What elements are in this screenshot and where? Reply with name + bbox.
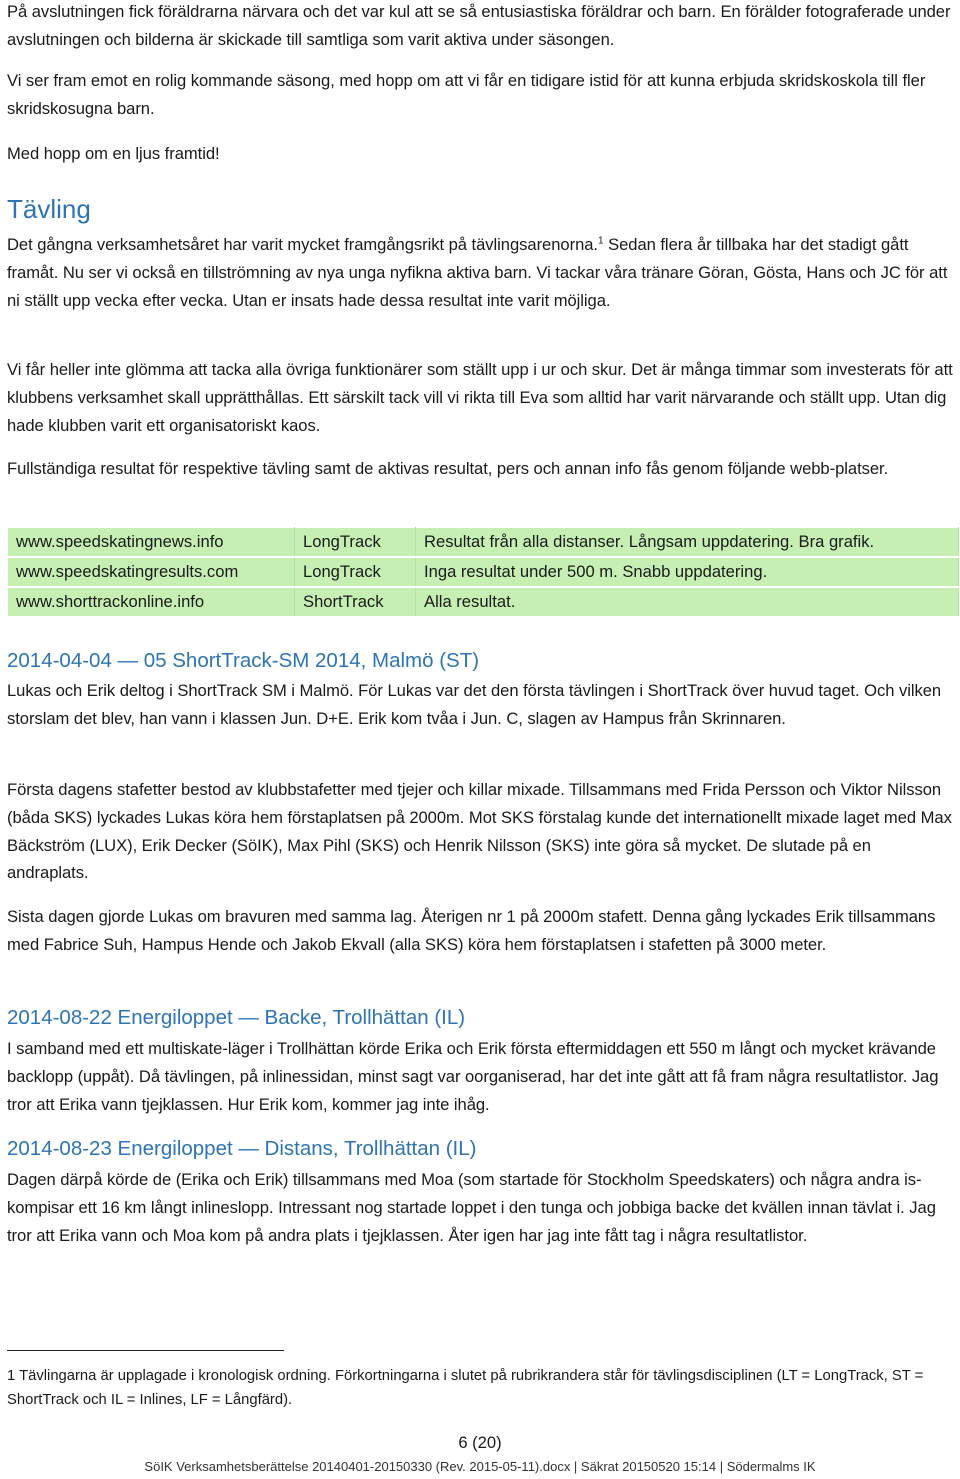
paragraph-text: Det gångna verksamhetsåret har varit mycket framgångsrikt på tävlingsarenorna. [7,235,598,254]
paragraph: Vi ser fram emot en rolig kommande säsong, med hopp om att vi får en tidigare istid för att kunna erbjuda skridskoskola till fler skridskosugna barn. [7,71,926,118]
discipline-cell: LongTrack [295,528,416,558]
table-row [8,587,959,617]
paragraph: Dagen därpå körde de (Erika och Erik) tillsammans med Moa (som startade för Stockholm Speedskaters) och några andra is-kompisar ett 16 km långt inlineslopp. Intressant nog startade loppet i den tunga och jobbiga backe det kvällen innan tävlat i. Jag tror att Erika vann och Moa kom på andra plats i tjejklassen. Åter igen har jag inte fått tag i några resultatlistor. [7,1170,936,1245]
paragraph: Fullständiga resultat för respektive tävling samt de aktivas resultat, pers och annan info fås genom följande webb-platser. [7,459,889,478]
site-link[interactable]: www.speedskatingnews.info [8,528,295,558]
site-link[interactable]: www.shorttrackonline.info [8,587,295,617]
footnote-mark: 1 [7,1368,16,1384]
note-cell: Inga resultat under 500 m. Snabb uppdatering. [416,557,959,587]
discipline-cell: LongTrack [295,557,416,587]
site-link[interactable]: www.speedskatingresults.com [8,557,295,587]
footnote-ref[interactable]: 1 [598,235,604,247]
page-number: 6 (20) [458,1433,502,1452]
paragraph-text: Sedan flera år tillbaka har det stadigt gått framåt. Nu ser vi också en tillströmning av nya unga nyfikna aktiva barn. Vi tackar våra tränare Göran, Gösta, Hans och JC för att ni ställt upp vecka efter vecka. Utan er insats hade dessa resultat inte varit möjliga. [7,235,948,310]
paragraph: Vi får heller inte glömma att tacka alla övriga funktionärer som ställt upp i ur och skur. Det är många timmar som investerats för att klubbens verksamhet skall upprätthållas. Ett särskilt tack vill vi rikta till Eva som alltid har varit närvarande och ställt upp. Utan dig hade klubben varit ett organisatoriskt kaos. [7,360,953,435]
links-table [7,527,959,618]
paragraph: Första dagens stafetter bestod av klubbstafetter med tjejer och killar mixade. Tillsammans med Frida Persson och Viktor Nilsson (båda SKS) lyckades Lukas köra hem förstaplatsen på 2000m. Mot SKS förstalag kunde det internationellt mixade laget med Max Bäckström (LUX), Erik Decker (SöIK), Max Pihl (SKS) och Henrik Nilsson (SKS) inte göra så mycket. De slutade på en andraplats. [7,780,952,883]
paragraph: Med hopp om en ljus framtid! [7,144,220,163]
discipline-cell: ShortTrack [295,587,416,617]
note-cell: Alla resultat. [416,587,959,617]
section-heading: Tävling [7,194,91,224]
footnote-divider [7,1350,284,1351]
event-heading: 2014-04-04 — 05 ShortTrack-SM 2014, Malmö (ST) [7,649,480,672]
event-heading: 2014-08-22 Energiloppet — Backe, Trollhättan (IL) [7,1006,466,1029]
table-row [8,557,959,587]
paragraph: I samband med ett multiskate-läger i Trollhättan körde Erika och Erik första eftermiddagen ett 550 m långt och mycket krävande backlopp (uppåt). Då tävlingen, på inlinessidan, minst sagt var oorganiserad, har det inte gått att få fram några resultatlistor. Jag tror att Erika vann tjejklassen. Hur Erik kom, kommer jag inte ihåg. [7,1039,939,1114]
footnote-text: Tävlingarna är upplagade i kronologisk ordning. Förkortningarna i slutet på rubrikrandera står för tävlingsdisciplinen (LT = LongTrack, ST = ShortTrack och IL = Inlines, LF = Långfärd). [7,1368,924,1408]
note-cell: Resultat från alla distanser. Långsam uppdatering. Bra grafik. [416,528,959,558]
page-footer: SöIK Verksamhetsberättelse 20140401-20150330 (Rev. 2015-05-11).docx | Säkrat 20150520 15:14 | Södermalms IK [144,1459,816,1474]
event-heading: 2014-08-23 Energiloppet — Distans, Trollhättan (IL) [7,1137,477,1160]
table-row [8,528,959,558]
paragraph [7,231,953,314]
paragraph: Lukas och Erik deltog i ShortTrack SM i Malmö. För Lukas var det den första tävlingen i ShortTrack över huvud taget. Och vilken storslam det blev, han vann i klassen Jun. D+E. Erik kom tvåa i Jun. C, slagen av Hampus från Skrinnaren. [7,681,942,728]
paragraph: Sista dagen gjorde Lukas om bravuren med samma lag. Återigen nr 1 på 2000m stafett. Denna gång lyckades Erik tillsammans med Fabrice Suh, Hampus Hende och Jakob Ekvall (alla SKS) köra hem förstaplatsen i stafetten på 3000 meter. [7,907,936,954]
paragraph: På avslutningen fick föräldrarna närvara och det var kul att se så entusiastiska föräldrar och barn. En förälder fotograferade under avslutningen och bilderna är skickade till samtliga som varit aktiva under säsongen. [7,2,951,49]
footnote [7,1364,953,1412]
